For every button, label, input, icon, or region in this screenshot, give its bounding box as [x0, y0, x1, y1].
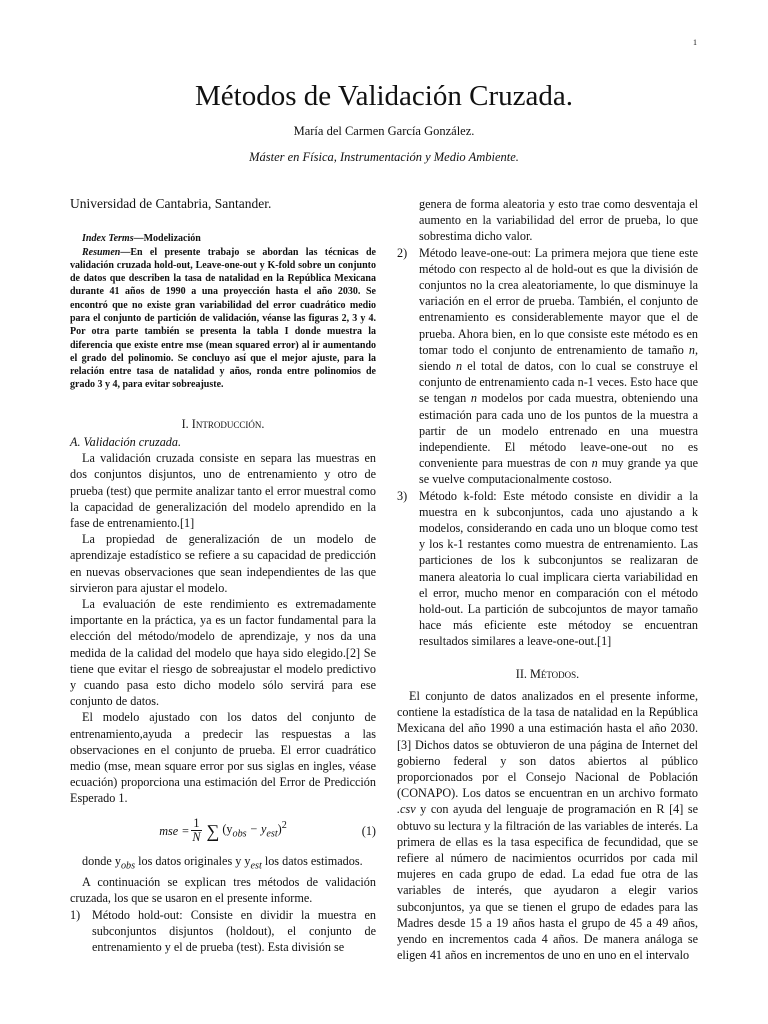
paragraph: El modelo ajustado con los datos del conjunto de entrenamiento,ayuda a predecir las respuestas a las observaciones en el conjunto de prueba. El error cuadrático medio (mse, mean square error por sus siglas en ingles, véase ecuación) proporciona una estimación del Error de Predicción Esperado 1.	[70, 710, 376, 806]
paper-title: Métodos de Validación Cruzada.	[195, 80, 573, 112]
equation-explanation: donde $y_{obs}$ los datos originales y $y_{est}$ los datos estimados.	[82, 853, 363, 872]
equation-number: (1)	[361, 823, 376, 838]
list-item: 2) Método leave-one-out: La primera mejora que tiene este método con respecto al de hold-out es que la división de conjuntos no la crea aleatoriamente, lo que disminuye la variación en el error de prueba. También, el conjunto de entrenamiento es considerablemente mayor que el de prueba. Ahora bien, en lo que consiste este método es en tomar todo el conjunto de entrenamiento de tamaño n, siendo n el total de datos, con lo cual se construye el conjunto de entrenamiento cada n-1 veces. Esto hace que se tengan n modelos por cada muestra, obteniendo una estimación para cada uno de los puntos de la muestra a partir de un modelo entrenado en una muestra independiente. El método leave-one-out no es conveniente para muestras de con n muy grande ya que se vuelve computacionalmente costoso.	[397, 245, 699, 487]
summation-symbol: ∑	[206, 820, 220, 841]
section-numeral: II.	[515, 666, 527, 681]
section-heading-metodos	[397, 666, 698, 682]
equation-mse	[70, 813, 376, 849]
university: Universidad de Cantabria, Santander.	[70, 196, 272, 211]
subsection-heading: A. Validación cruzada.	[70, 434, 182, 449]
left-column	[70, 196, 376, 955]
list-number: 3)	[397, 488, 408, 503]
paragraph: La evaluación de este rendimiento es extremadamente importante en la práctica, ya es un factor fundamental para la elección del método/modelo de aprendizaje, y nos da una medida de la calidad del modelo que haya sido elegido.[2] Se tiene que evitar el riesgo de sobreajustar el modelo predictivo y cuando pasa esto dicho modelo sólo servirá para ese conjunto de datos.	[70, 597, 376, 709]
section-title-text: Métodos.	[529, 666, 580, 681]
equation-lhs: mse =	[159, 823, 190, 838]
fraction-numerator: 1	[193, 816, 200, 831]
list-item	[70, 907, 376, 956]
affiliation: Máster en Física, Instrumentación y Medio Ambiente.	[249, 150, 519, 164]
paragraph: El conjunto de datos analizados en el presente informe, contiene la estadística de la tasa de natalidad en la República Mexicana del año 1990 a una estimación hasta el año 2030.[3] Dichos datos se obtuvieron de una página de Internet del gobierno federal y son datos abiertos al público proporcionados por el Consejo Nacional de Población (CONAPO). Los datos se encuentran en un archivo formato .csv y con ayuda del lenguaje de programación en R [4] se obtuvo su lectura y la filtración de las variables de interés. La primera de ellas es la tasa especifica de fecundidad, que se refiere al número de nacimientos ocurridos por cada mil mujeres en cada grupo de edad. La edad fue otra de las variables de interés, que ayudaron a elegir varios subconjuntos, ya que se tienen el grupo de edades para las Madres desde 15 a 19 años hasta el grupo de 45 a 49 años, yendo en incrementos cada 4 años. De manera análoga se eligen 41 años en incrementos de uno en uno en el intervalo	[397, 688, 698, 963]
index-terms-text: Modelización	[143, 233, 201, 245]
abstract-text: En el presente trabajo se abordan las técnicas de validación cruzada hold-out, Leave-one-out y K-fold sobre un conjunto de datos que describen la tasa de natalidad en la República Mexicana durante 41 años de 1990 a una proyección hasta el año 2030. Se encontró que no existe gran variabilidad del error cuadrático medio para el conjunto de partición de validación, véanse las figuras 2, 3 y 4. Por otra parte también se presenta la tabla I donde muestra la diferencia que existe entre mse (mean squared error) al ir aumentando el grado del polinomio. Se concluyo así que el mejor ajuste, para la relación entre tasa de natalidad y años, ronda entre polinomios de grado 3 y 4, para evitar sobreajuste.	[70, 246, 376, 391]
section-title-text: Introducción.	[191, 416, 265, 431]
list-number: 2)	[397, 245, 408, 260]
page-number: 1	[693, 38, 697, 47]
section-heading-introduccion	[70, 416, 376, 432]
fraction	[191, 817, 201, 844]
paragraph: La propiedad de generalización de un modelo de aprendizaje estadístico se refiere a su capacidad de predicción en nuevas observaciones que sean independientes de las que sirvieron para ajustar el modelo.	[70, 532, 376, 595]
list-text: Método hold-out: Consiste en dividir la muestra en subconjuntos disjuntos (holdout), el conjunto de entrenamiento y el de prueba (test). Esta división se	[92, 907, 376, 955]
list-text: Método k-fold: Este método consiste en dividir a la muestra en k subconjuntos, cada uno ajustando a k modelos, considerando en cada uno un bloque como test y los k-1 restantes como muestra de entrenamiento. Las particiones de los k subconjuntos se realizaran de manera aleatoria lo cual implicara cierta variabilidad en el error, mucho menor en comparación con el método hold-out. La partición de subcojuntos de mayor tamaño hace más eficiente este métodoy se encuentran resultados similares a leave-one-out.[1]	[419, 488, 698, 649]
index-terms-dash: —	[133, 233, 144, 245]
paragraph: A continuación se explican tres métodos de validación cruzada, los que se usaron en el presente informe.	[70, 875, 376, 906]
equation-body: $(y_{obs} - y_{est})^2$	[222, 820, 287, 840]
abstract-dash: —	[120, 246, 131, 258]
authors: María del Carmen García González.	[293, 124, 475, 138]
abstract-label: Resumen	[82, 246, 121, 258]
right-column	[397, 196, 698, 963]
section-numeral: I.	[181, 416, 189, 431]
list-item	[397, 488, 698, 650]
list-item-continuation: genera de forma aleatoria y esto trae como desventaja el aumento en la variabilidad del error de prueba, lo que sobrestima dicho valor.	[419, 197, 698, 244]
paragraph: La validación cruzada consiste en separa las muestras en dos conjuntos disjuntos, uno de entrenamiento y otro de prueba (test) que permite analizar tanto el error muestral como la capacidad de generalización del modelo aprendido en la fase de entrenamiento.[1]	[70, 451, 376, 530]
list-number: 1)	[70, 907, 81, 922]
index-terms	[70, 232, 376, 245]
abstract	[70, 246, 376, 392]
fraction-denominator: N	[192, 830, 201, 845]
methods-list-continued	[397, 245, 698, 650]
index-terms-label: Index Terms	[82, 233, 134, 245]
methods-list	[70, 907, 376, 956]
